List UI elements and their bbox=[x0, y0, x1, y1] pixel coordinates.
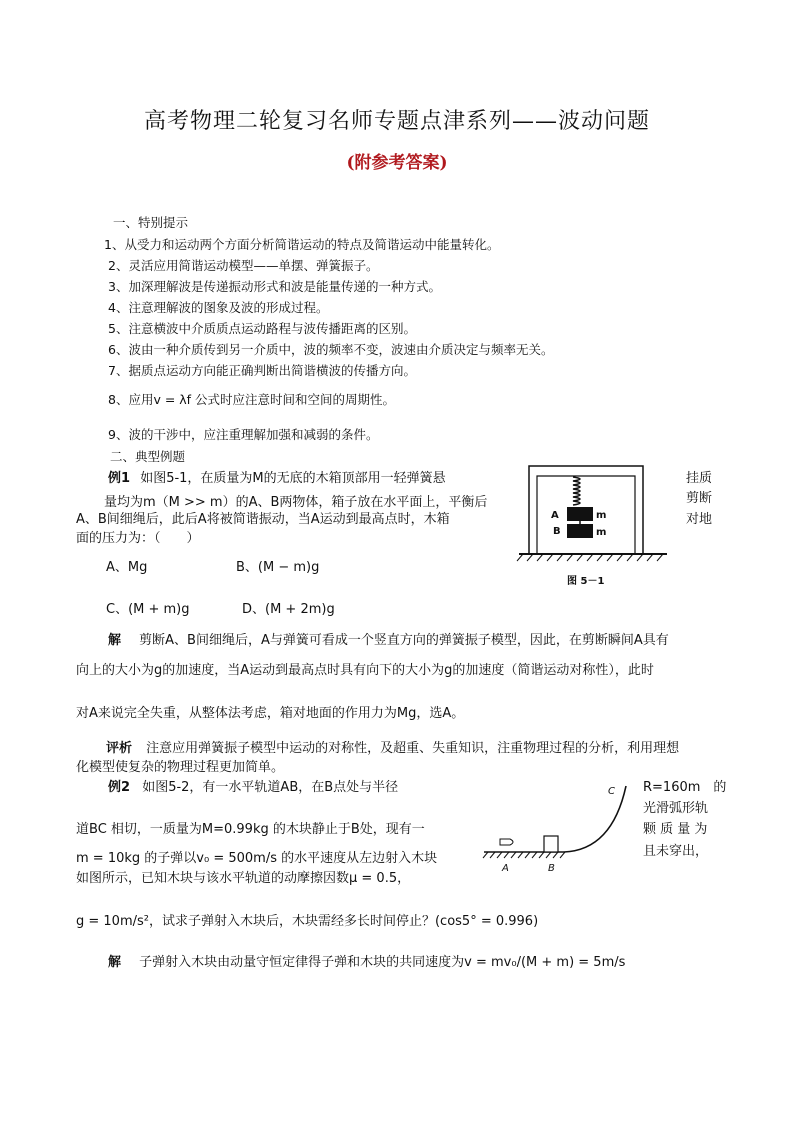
example2-line1 bbox=[108, 776, 398, 795]
example1-text-right: 剪断 bbox=[686, 491, 713, 506]
figure-label-b: B bbox=[553, 526, 561, 537]
example1-comment-line1 bbox=[106, 737, 679, 756]
example1-text-right: 对地 bbox=[686, 512, 713, 527]
tip-item: 5、注意横波中介质质点运动路程与波传播距离的区别。 bbox=[108, 321, 416, 336]
figure-label-m: m bbox=[596, 510, 607, 521]
example2-text: g = 10m/s²，试求子弹射入木块后，木块需经多长时间停止？(cos5° = 0.996) bbox=[76, 914, 539, 929]
example1-solution-line1 bbox=[108, 629, 669, 648]
figure-5-2 bbox=[478, 780, 643, 875]
example2-text: m = 10kg 的子弹以v₀ = 500m/s 的水平速度从左边射入木块 bbox=[76, 851, 438, 866]
figure-label-m: m bbox=[596, 527, 607, 538]
solution-text: 向上的大小为g的加速度，当A运动到最高点时具有向下的大小为g的加速度（简谐运动对称性），此时 bbox=[76, 663, 654, 678]
figure-label-c: C bbox=[608, 786, 615, 797]
solution-text: 剪断A、B间细绳后，A与弹簧可看成一个竖直方向的弹簧振子模型，因此，在剪断瞬间A具有 bbox=[139, 633, 669, 648]
example2-text: 如图5-2，有一水平轨道AB，在B点处与半径 bbox=[142, 780, 399, 795]
option-c: C、(M + m)g bbox=[106, 602, 190, 617]
tip-item: 2、灵活应用简谐运动模型——单摆、弹簧振子。 bbox=[108, 258, 379, 273]
tip-item: 8、应用v = λf 公式时应注意时间和空间的周期性。 bbox=[108, 392, 396, 407]
solution-text: 子弹射入木块由动量守恒定律得子弹和木块的共同速度为v = mv₀/(M + m) = 5m/s bbox=[139, 955, 626, 970]
figure-label-a: A bbox=[551, 510, 559, 521]
figure-caption: 图 5－1 bbox=[567, 576, 605, 587]
example1-text: 面的压力为：（ ） bbox=[76, 531, 200, 546]
example2-text-right: R=160m 的 bbox=[643, 780, 727, 795]
document-title: 高考物理二轮复习名师专题点津系列——波动问题 bbox=[143, 109, 650, 134]
solution-label: 解 bbox=[108, 633, 122, 648]
figure-5-1 bbox=[515, 460, 675, 592]
figure-label-b: B bbox=[548, 863, 555, 874]
example1-text-right: 挂质 bbox=[686, 471, 713, 486]
example2-text: 如图所示，已知木块与该水平轨道的动摩擦因数μ = 0.5， bbox=[76, 871, 411, 886]
example1-text: 量均为m（M >> m）的A、B两物体，箱子放在水平面上，平衡后 bbox=[104, 495, 488, 510]
example1-line1 bbox=[108, 467, 446, 486]
tip-item: 9、波的干涉中，应注重理解加强和减弱的条件。 bbox=[108, 427, 379, 442]
example2-text: 道BC 相切，一质量为M=0.99kg 的木块静止于B处，现有一 bbox=[76, 822, 425, 837]
tip-item: 4、注意理解波的图象及波的形成过程。 bbox=[108, 300, 329, 315]
comment-text: 注意应用弹簧振子模型中运动的对称性，及超重、失重知识，注重物理过程的分析，利用理想 bbox=[146, 741, 680, 756]
example1-text: A、B间细绳后，此后A将被简谐振动，当A运动到最高点时，木箱 bbox=[76, 512, 450, 527]
example1-text: 如图5-1，在质量为M的无底的木箱顶部用一轻弹簧悬 bbox=[140, 471, 446, 486]
example2-label: 例2 bbox=[108, 780, 131, 795]
option-b: B、(M − m)g bbox=[236, 560, 320, 575]
example2-text-right: 且未穿出， bbox=[643, 844, 709, 859]
example2-solution-line1 bbox=[108, 951, 625, 970]
example1-label: 例1 bbox=[108, 471, 131, 486]
figure-label-a: A bbox=[502, 863, 509, 874]
example2-text-right: 颗 质 量 为 bbox=[643, 822, 708, 837]
tip-item: 7、据质点运动方向能正确判断出简谐横波的传播方向。 bbox=[108, 363, 416, 378]
solution-label: 解 bbox=[108, 955, 122, 970]
section-heading-tips: 一、特别提示 bbox=[113, 215, 189, 230]
option-a: A、Mg bbox=[106, 560, 148, 575]
tip-item: 3、加深理解波是传递振动形式和波是能量传递的一种方式。 bbox=[108, 279, 441, 294]
section-heading-examples: 二、典型例题 bbox=[110, 449, 186, 464]
example2-text-right: 光滑弧形轨 bbox=[643, 801, 709, 816]
solution-text: 对A来说完全失重，从整体法考虑，箱对地面的作用力为Mg，选A。 bbox=[76, 706, 465, 721]
option-d: D、(M + 2m)g bbox=[242, 602, 335, 617]
tip-item: 1、从受力和运动两个方面分析简谐运动的特点及简谐运动中能量转化。 bbox=[104, 237, 500, 252]
comment-label: 评析 bbox=[106, 741, 133, 756]
tip-item: 6、波由一种介质传到另一介质中，波的频率不变，波速由介质决定与频率无关。 bbox=[108, 342, 554, 357]
comment-text: 化模型使复杂的物理过程更加简单。 bbox=[76, 760, 285, 775]
document-subtitle: (附参考答案) bbox=[346, 153, 448, 173]
